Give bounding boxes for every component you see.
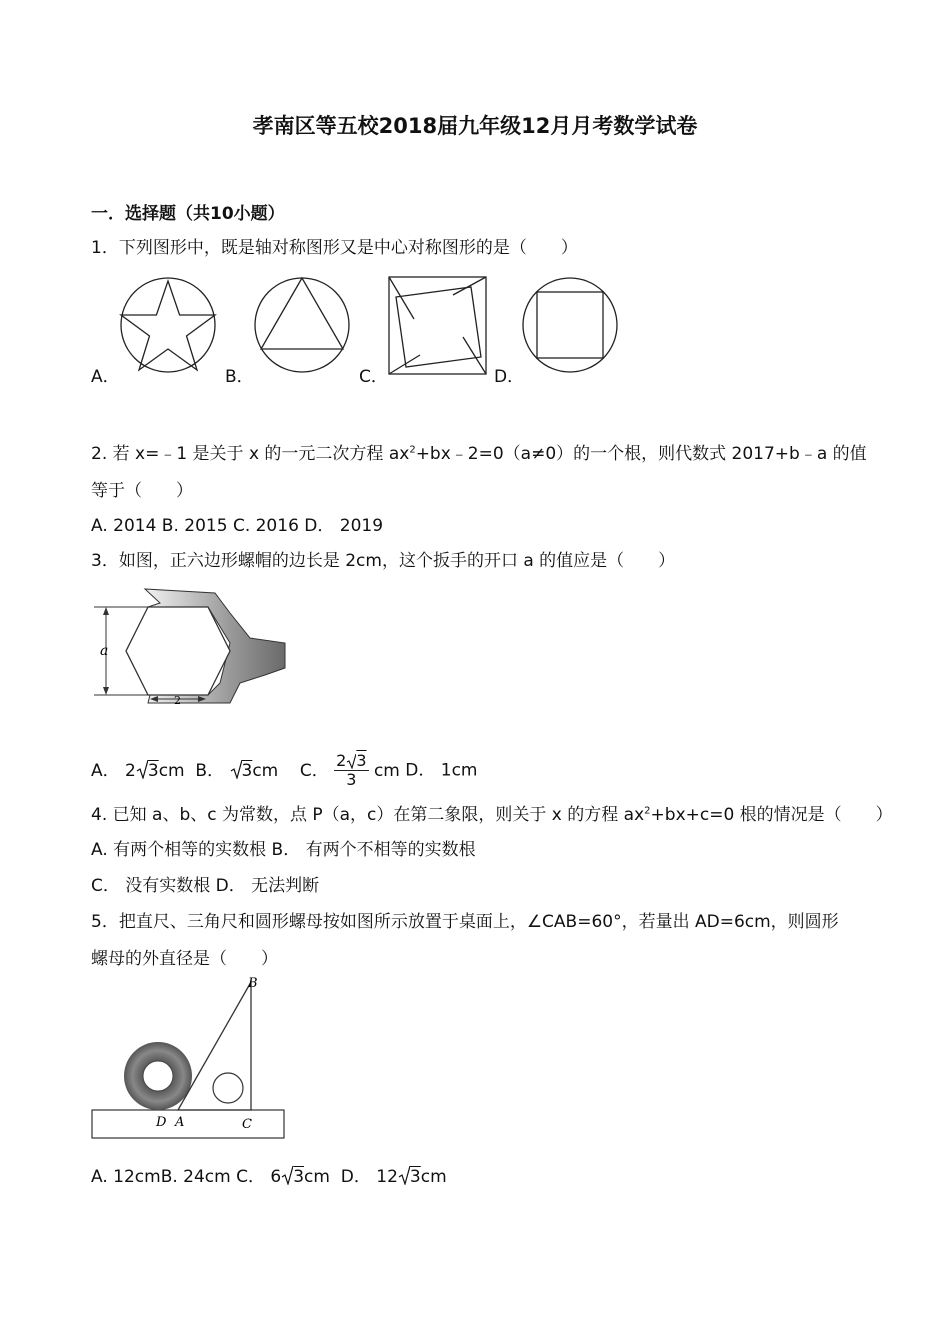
q5-stem-line1: 5．把直尺、三角尺和圆形螺母按如图所示放置于桌面上，∠CAB=60°，若量出 AD=6cm，则圆形: [91, 912, 839, 932]
q3-stem: 3．如图，正六边形螺帽的边长是 2cm，这个扳手的开口 a 的值应是（ ）: [91, 551, 676, 571]
label-C: C: [242, 1117, 252, 1132]
section-header: 一．选择题（共10小题）: [91, 204, 285, 224]
q3-option-a: A． 2 3cm: [91, 760, 185, 781]
page-title: 孝南区等五校2018届九年级12月月考数学试卷: [252, 114, 698, 138]
q5-option-b: B. 24cm: [160, 1167, 231, 1187]
q3-option-b: B． 3cm: [195, 760, 279, 781]
q1-figure-a: [121, 278, 215, 372]
hex-nut: [126, 607, 230, 695]
q1-option-a: A．: [91, 367, 120, 387]
q1-stem: 1．下列图形中，既是轴对称图形又是中心对称图形的是（ ）: [91, 238, 578, 258]
q1-figure-c: [389, 277, 486, 374]
label-D: D: [156, 1115, 167, 1130]
q1-figure-b: [255, 278, 349, 372]
q3-option-c: C． $\frac{2 3}{3}$ cm: [299, 751, 400, 789]
q3-options: [91, 752, 477, 789]
label-A: A: [175, 1115, 185, 1130]
label-a: a: [100, 643, 109, 659]
q1-figure-d: [523, 278, 617, 372]
q5-stem-line2: 螺母的外直径是（ ）: [91, 949, 278, 969]
ruler: [92, 1110, 284, 1138]
q5-options: [91, 1162, 447, 1187]
q4-stem: 4. 已知 a、b、c 为常数，点 P（a，c）在第二象限，则关于 x 的方程 $ax^2+bx+c=0$ 根的情况是（ ）: [91, 805, 893, 825]
q2-stem-line2: 等于（ ）: [91, 481, 193, 501]
q4-options-ab: A. 有两个相等的实数根 B． 有两个不相等的实数根: [91, 840, 476, 860]
q5-option-d: D． 12 3cm: [340, 1167, 447, 1187]
q2-options: A. 2014 B. 2015 C. 2016 D． 2019: [91, 516, 384, 536]
q5-option-a: A. 12cm: [91, 1167, 161, 1187]
label-B: B: [248, 976, 258, 991]
q1-option-d: D．: [494, 367, 525, 387]
q3-option-d: D． 1cm: [405, 760, 478, 781]
q1-option-c: C．: [359, 367, 388, 387]
triangle-ruler: [178, 982, 251, 1110]
label-2: 2: [174, 694, 181, 707]
q1-option-b: B．: [225, 367, 254, 387]
q2-stem-line1: 2. 若 x=﹣1 是关于 x 的一元二次方程 $ax^2+bx﹣2=0(a\ne 0)$的一个根，则代数式 2017+b﹣a 的值: [91, 444, 867, 464]
q5-ruler-figure: [88, 972, 288, 1142]
q3-wrench-figure: [90, 583, 290, 708]
q5-option-c: C． 6 3cm: [236, 1167, 330, 1187]
q4-options-cd: C． 没有实数根 D． 无法判断: [91, 876, 320, 896]
